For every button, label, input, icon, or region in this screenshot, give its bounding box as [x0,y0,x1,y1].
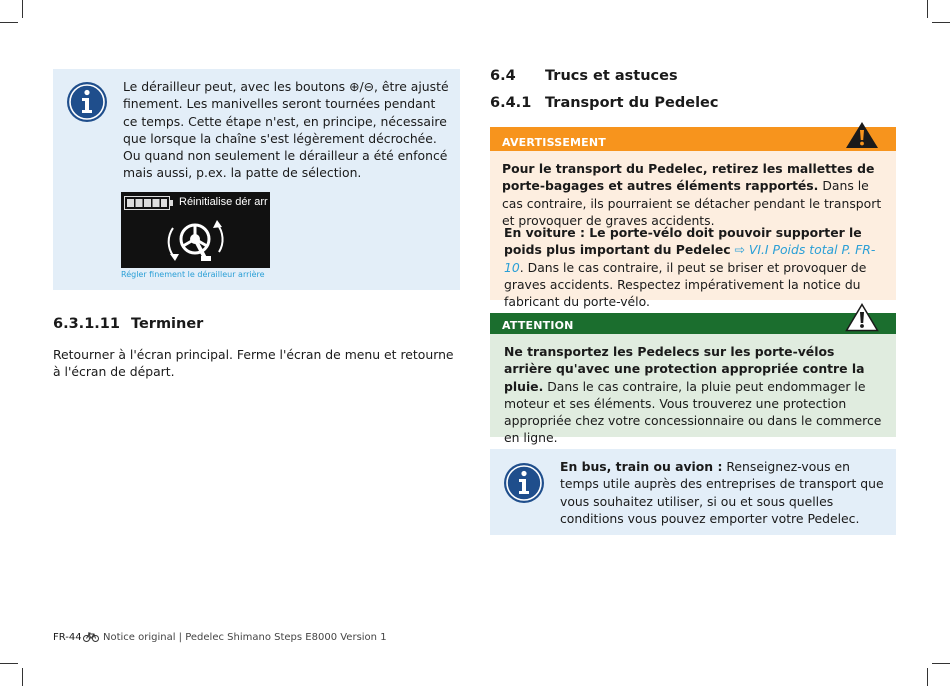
attention-rest: Dans le cas contraire, la pluie peut endommager le moteur et ses éléments. Vous trouverez une protection appropriée chez votre concessionnaire ou dans le commerce en ligne. [504,378,882,446]
warning-p1-rest: Dans le cas contraire, ils pourraient se détacher pendant le transport et provoquer de graves accidents. [502,178,882,228]
crop-mark [0,22,18,23]
section-number: 6.4 [490,68,516,84]
page-number: FR-44 [53,632,82,643]
warning-p2-rest: . Dans le cas contraire, il peut se briser et provoquer de graves accidents. Respectez impérativement la notice du fabricant du porte-vélo. [504,259,867,310]
cross-reference-link[interactable]: ⇨ VI.I Poids total P. FR-10 [504,242,876,275]
crop-mark [22,0,23,18]
battery-icon [124,196,174,210]
section-title: Transport du Pedelec [545,95,719,111]
section-number: 6.4.1 [490,95,532,111]
warning-p1-bold: Pour le transport du Pedelec, retirez les mallettes de porte-bagages et autres éléments rapportés. [502,161,875,194]
info-icon [503,462,545,504]
attention-paragraph [504,343,884,447]
crop-mark [932,663,950,664]
right-info-rest: Renseignez-vous en temps utile auprès des entreprises de transport que vous souhaitez utiliser, si ou et sous quelles conditions vous pouvez emporter votre Pedelec. [560,459,884,526]
crop-mark [22,668,23,686]
crop-mark [927,668,928,686]
crop-mark [0,663,18,664]
section-title: Terminer [131,316,204,332]
attention-label: ATTENTION [502,319,574,332]
warning-triangle-icon [845,303,879,332]
attention-bold: Ne transportez les Pedelecs sur les porte-vélos arrière qu'avec une protection appropriée contre la pluie. [504,344,865,394]
figure-caption: Régler finement le dérailleur arrière [121,270,265,279]
footer-text: Notice original | Pedelec Shimano Steps E8000 Version 1 [103,632,387,643]
section-title: Trucs et astuces [545,68,678,84]
warning-triangle-icon [845,121,879,149]
crank-reset-icon [165,216,229,266]
bicycle-icon [83,632,99,642]
warning-paragraph-2 [504,224,890,310]
warning-p2-bold: En voiture : Le porte-vélo doit pouvoir supporter le poids plus important du Pedelec [504,225,862,258]
warning-label: AVERTISSEMENT [502,136,607,149]
left-info-text: Le dérailleur peut, avec les boutons ⊕/⊖, être ajusté finement. Les manivelles seront tournées pendant ce temps. Cette étape n'est, en principe, nécessaire que lorsque la chaîne s'est légèrement décrochée. Ou quand non seulement le dérailleur a été enfoncé mais aussi, p.ex. la patte de sélection. [123,79,449,181]
warning-paragraph-1 [502,160,890,229]
display-screenshot [121,192,270,268]
crop-mark [927,0,928,18]
right-info-bold: En bus, train ou avion : [560,459,723,474]
section-body: Retourner à l'écran principal. Ferme l'écran de menu et retourne à l'écran de départ. [53,347,454,380]
section-number: 6.3.1.11 [53,316,120,332]
display-text: Réinitialise dér arr [179,196,268,208]
info-icon [66,81,108,123]
crop-mark [932,22,950,23]
right-info-text [560,458,888,527]
